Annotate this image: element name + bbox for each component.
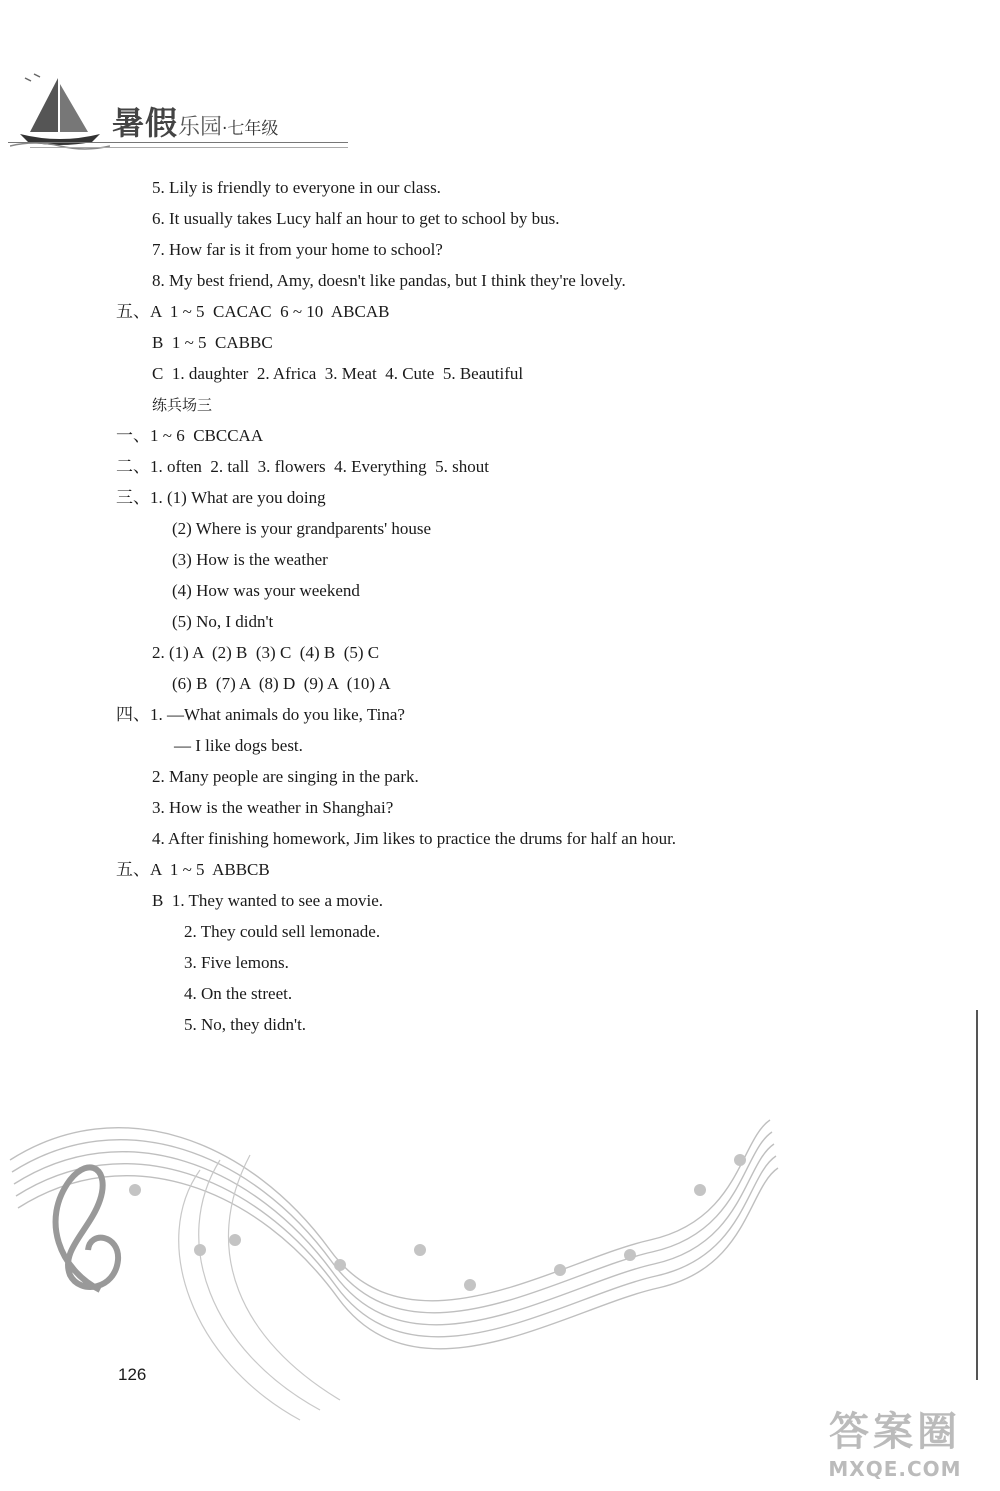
header-rule bbox=[8, 142, 348, 143]
answer-line: 一、1 ~ 6 CBCCAA bbox=[116, 426, 264, 445]
music-staff-decoration bbox=[0, 1100, 800, 1440]
answer-line: 四、1. —What animals do you like, Tina? bbox=[116, 705, 405, 724]
answer-line: (6) B (7) A (8) D (9) A (10) A bbox=[172, 674, 391, 693]
answer-line: (5) No, I didn't bbox=[172, 612, 274, 631]
section-heading: 练兵场三 bbox=[152, 396, 213, 414]
watermark-url: MXQE.COM bbox=[828, 1457, 962, 1481]
answer-line: 2. (1) A (2) B (3) C (4) B (5) C bbox=[152, 643, 380, 662]
treble-clef-icon bbox=[56, 1167, 119, 1290]
answer-line: 二、1. often 2. tall 3. flowers 4. Everything 5. shout bbox=[116, 457, 490, 476]
answer-line: 4. On the street. bbox=[184, 984, 293, 1003]
page-edge-line bbox=[976, 1010, 978, 1380]
grade-label: ·七年级 bbox=[222, 119, 279, 139]
answer-line: 5. No, they didn't. bbox=[184, 1015, 307, 1034]
watermark-top: 答案圈 bbox=[829, 1409, 961, 1455]
answer-line: B 1. They wanted to see a movie. bbox=[152, 891, 384, 910]
watermark-logo bbox=[800, 1400, 990, 1481]
answer-line: (4) How was your weekend bbox=[172, 581, 360, 600]
answer-line: 2. Many people are singing in the park. bbox=[152, 767, 419, 786]
answer-line: 3. How is the weather in Shanghai? bbox=[152, 798, 394, 817]
page-header bbox=[0, 60, 360, 160]
answer-line: (2) Where is your grandparents' house bbox=[172, 519, 432, 538]
answer-line: 五、A 1 ~ 5 ABBCB bbox=[116, 860, 270, 879]
answer-line: (3) How is the weather bbox=[172, 550, 328, 569]
book-title bbox=[112, 98, 278, 144]
answer-line: — I like dogs best. bbox=[174, 736, 303, 755]
answer-line: 6. It usually takes Lucy half an hour to get to school by bus. bbox=[152, 209, 560, 228]
sailboat-icon bbox=[10, 70, 110, 150]
page-number: 126 bbox=[118, 1365, 147, 1384]
answer-line: 五、A 1 ~ 5 CACAC 6 ~ 10 ABCAB bbox=[116, 302, 390, 321]
title-main: 暑假 bbox=[112, 104, 179, 142]
answer-line: 7. How far is it from your home to school? bbox=[152, 240, 443, 259]
answer-line: 5. Lily is friendly to everyone in our class. bbox=[152, 178, 441, 197]
answer-line: B 1 ~ 5 CABBC bbox=[152, 333, 273, 352]
title-sub: 乐园 bbox=[178, 115, 223, 140]
answer-line: 2. They could sell lemonade. bbox=[184, 922, 381, 941]
answer-line: 8. My best friend, Amy, doesn't like pandas, but I think they're lovely. bbox=[152, 271, 626, 290]
answer-line: 3. Five lemons. bbox=[184, 953, 289, 972]
header-rule-secondary bbox=[30, 147, 348, 148]
answer-line: C 1. daughter 2. Africa 3. Meat 4. Cute 5. Beautiful bbox=[152, 364, 524, 383]
answer-line: 三、1. (1) What are you doing bbox=[116, 488, 326, 507]
answer-line: 4. After finishing homework, Jim likes to practice the drums for half an hour. bbox=[152, 829, 677, 848]
